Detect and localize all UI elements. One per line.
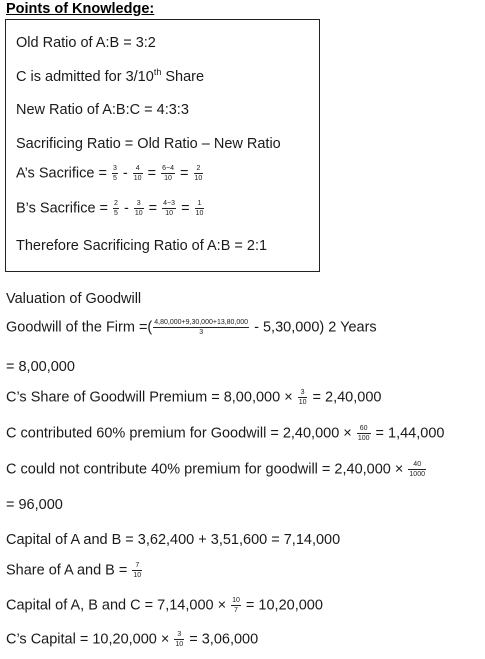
- b-sacrifice-line: [16, 199, 205, 218]
- numerator: 7: [132, 561, 142, 571]
- admitted-line: [16, 68, 204, 86]
- admitted-share: Share: [161, 69, 205, 85]
- equals-sign: =: [175, 165, 193, 182]
- numerator: 4,80,000+9,30,000+13,80,000: [154, 319, 249, 326]
- c-contributed-label: C contributed 60% premium for Goodwill = 2,40,000 ×: [6, 425, 356, 442]
- denominator: 10: [165, 210, 173, 217]
- therefore-line: Therefore Sacrificing Ratio of A:B = 2:1: [16, 238, 268, 254]
- share-ab-label: Share of A and B =: [6, 562, 132, 579]
- fraction: [133, 164, 143, 183]
- fraction: [408, 460, 426, 479]
- admitted-text: C is admitted for 3/10: [16, 69, 154, 85]
- b-sacrifice-label: B’s Sacrifice =: [16, 200, 113, 217]
- numerator: 4−3: [163, 200, 176, 207]
- denominator: 10: [194, 175, 203, 182]
- denominator: 10: [298, 399, 307, 406]
- fraction: [134, 199, 144, 218]
- denominator: 7: [234, 607, 238, 614]
- fraction: [153, 318, 249, 337]
- old-ratio-line: Old Ratio of A:B = 3:2: [16, 35, 156, 51]
- capital-ab-line: Capital of A and B = 3,62,400 + 3,51,600 = 7,14,000: [6, 532, 341, 548]
- c-capital-label: C’s Capital = 10,20,000 ×: [6, 631, 174, 648]
- numerator: 60: [357, 424, 371, 434]
- goodwill-firm-label: Goodwill of the Firm =(: [6, 319, 153, 336]
- numerator: 10: [232, 597, 240, 604]
- numerator: 3: [174, 630, 184, 640]
- points-of-knowledge-heading: Points of Knowledge:: [6, 1, 155, 17]
- minus-sign: -: [119, 200, 133, 217]
- goodwill-firm-line: [6, 318, 377, 337]
- minus-sign: -: [118, 165, 132, 182]
- fraction: [162, 199, 176, 218]
- equals-sign: =: [144, 200, 162, 217]
- c-could-not-label: C could not contribute 40% premium for goodwill = 2,40,000 ×: [6, 461, 408, 478]
- denominator: 10: [133, 572, 142, 579]
- admitted-superscript: th: [153, 67, 162, 78]
- numerator: 40: [408, 460, 426, 470]
- fraction: [112, 164, 118, 183]
- a-sacrifice-label: A’s Sacrifice =: [16, 165, 111, 182]
- c-capital-line: [6, 630, 258, 649]
- numerator: 2: [194, 164, 204, 174]
- c-contributed-result: = 1,44,000: [371, 425, 445, 442]
- numerator: 3: [134, 199, 144, 209]
- fraction: [161, 164, 175, 183]
- denominator: 1000: [409, 471, 425, 478]
- numerator: 6−4: [162, 165, 174, 172]
- equals-sign: =: [143, 165, 161, 182]
- numerator: 3: [112, 165, 117, 172]
- fraction: [194, 164, 204, 183]
- denominator: 10: [133, 175, 142, 182]
- denominator: 5: [112, 175, 117, 182]
- denominator: 10: [175, 641, 184, 648]
- denominator: 5: [114, 210, 118, 217]
- denominator: 10: [195, 210, 204, 217]
- denominator: 10: [164, 175, 172, 182]
- c-capital-result: = 3,06,000: [185, 631, 259, 648]
- capital-abc-line: [6, 596, 323, 615]
- numerator: 2: [114, 200, 118, 207]
- c-could-not-result-line: = 96,000: [6, 497, 63, 513]
- new-ratio-line: New Ratio of A:B:C = 4:3:3: [16, 102, 189, 118]
- fraction: [231, 596, 241, 615]
- fraction: [357, 424, 371, 443]
- a-sacrifice-line: [16, 164, 204, 183]
- numerator: 4: [133, 164, 143, 174]
- c-share-line: [6, 388, 381, 407]
- fraction: [298, 388, 308, 407]
- knowledge-box: [5, 19, 320, 272]
- equals-sign: =: [177, 200, 194, 217]
- goodwill-result-line: = 8,00,000: [6, 359, 75, 375]
- c-contributed-line: [6, 424, 444, 443]
- fraction: [113, 199, 119, 218]
- capital-abc-result: = 10,20,000: [241, 597, 323, 614]
- share-ab-line: [6, 561, 143, 580]
- sacrificing-formula-line: Sacrificing Ratio = Old Ratio – New Ratio: [16, 136, 281, 152]
- numerator: 1: [195, 199, 205, 209]
- denominator: 100: [357, 435, 370, 442]
- numerator: 3: [298, 388, 308, 398]
- c-share-result: = 2,40,000: [308, 389, 382, 406]
- c-share-label: C’s Share of Goodwill Premium = 8,00,000 ×: [6, 389, 297, 406]
- denominator: 10: [134, 210, 143, 217]
- goodwill-firm-tail: - 5,30,000) 2 Years: [250, 319, 377, 336]
- capital-abc-label: Capital of A, B and C = 7,14,000 ×: [6, 597, 231, 614]
- fraction: [174, 630, 184, 649]
- denominator: 3: [199, 329, 204, 336]
- valuation-title: Valuation of Goodwill: [6, 291, 142, 307]
- c-could-not-line: [6, 460, 427, 479]
- fraction: [195, 199, 205, 218]
- fraction: [132, 561, 142, 580]
